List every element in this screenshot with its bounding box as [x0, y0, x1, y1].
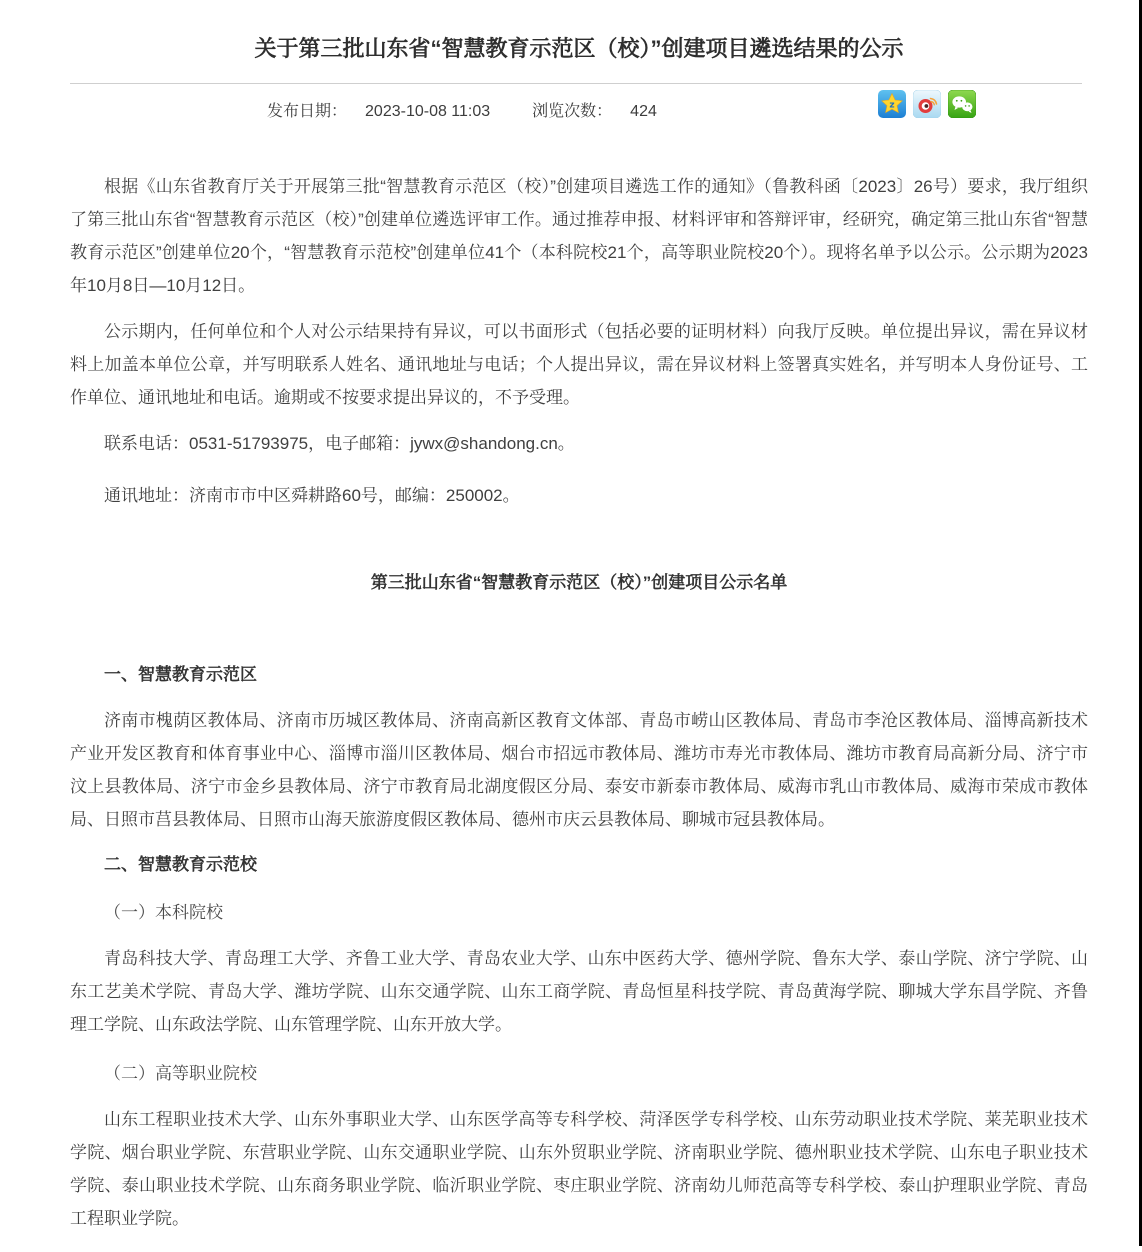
list-heading: 第三批山东省“智慧教育示范区（校）”创建项目公示名单	[370, 573, 788, 592]
undergraduate-list: 青岛科技大学、青岛理工大学、齐鲁工业大学、青岛农业大学、山东中医药大学、德州学院、鲁东大学、泰山学院、济宁学院、山东工艺美术学院、青岛大学、潍坊学院、山东交通学院、山东工商学院、青岛恒星科技学院、青岛黄海学院、聊城大学东昌学院、齐鲁理工学院、山东政法学院、山东管理学院、山东开放大学。	[70, 949, 1088, 1034]
share-bar	[878, 90, 976, 118]
views-label: 浏览次数：	[532, 103, 613, 120]
paragraph-basis: 根据《山东省教育厅关于开展第三批“智慧教育示范区（校）”创建项目遴选工作的通知》（鲁教科函〔2023〕26号）要求，我厅组织了第三批山东省“智慧教育示范区（校）”创建单位遴选评审工作。通过推荐申报、材料评审和答辩评审，经研究，确定第三批山东省“智慧教育示范区”创建单位20个，“智慧教育示范校”创建单位41个（本科院校21个，高等职业院校20个）。现将名单予以公示。公示期为2023年10月8日—10月12日。	[70, 177, 1088, 295]
article-body	[70, 170, 1088, 1235]
svg-text:z: z	[889, 100, 895, 111]
page-title: 关于第三批山东省“智慧教育示范区（校）”创建项目遴选结果的公示	[254, 36, 904, 61]
qzone-icon	[878, 90, 906, 118]
publish-meta	[267, 98, 657, 121]
address-line: 通讯地址：济南市市中区舜耕路60号，邮编：250002。	[104, 486, 520, 505]
wechat-icon	[948, 90, 976, 118]
subsection-title-undergraduate: （一）本科院校	[104, 903, 223, 922]
section-title-zones: 一、智慧教育示范区	[104, 665, 257, 684]
paragraph-objection: 公示期内，任何单位和个人对公示结果持有异议，可以书面形式（包括必要的证明材料）向我厅反映。单位提出异议，需在异议材料上加盖本单位公章，并写明联系人姓名、通讯地址与电话；个人提出异议，需在异议材料上签署真实姓名，并写明本人身份证号、工作单位、通讯地址和电话。逾期或不按要求提出异议的，不予受理。	[70, 322, 1088, 407]
share-qzone-button[interactable]	[878, 90, 906, 118]
share-weibo-button[interactable]	[913, 90, 941, 118]
contact-line: 联系电话：0531-51793975，电子邮箱：jywx@shandong.cn。	[104, 434, 575, 453]
title-divider	[70, 83, 1082, 84]
subsection-title-vocational: （二）高等职业院校	[104, 1064, 257, 1083]
section-title-schools: 二、智慧教育示范校	[104, 855, 257, 874]
views-count: 424	[630, 103, 657, 120]
publish-date-value: 2023-10-08 11:03	[365, 103, 491, 120]
share-wechat-button[interactable]	[948, 90, 976, 118]
publish-date-label: 发布日期：	[267, 103, 348, 120]
zone-list: 济南市槐荫区教体局、济南市历城区教体局、济南高新区教育文体部、青岛市崂山区教体局、青岛市李沧区教体局、淄博高新技术产业开发区教育和体育事业中心、淄博市淄川区教体局、烟台市招远市教体局、潍坊市寿光市教体局、潍坊市教育局高新分局、济宁市汶上县教体局、济宁市金乡县教体局、济宁市教育局北湖度假区分局、泰安市新泰市教体局、威海市乳山市教体局、威海市荣成市教体局、日照市莒县教体局、日照市山海天旅游度假区教体局、德州市庆云县教体局、聊城市冠县教体局。	[70, 711, 1088, 829]
vocational-list: 山东工程职业技术大学、山东外事职业大学、山东医学高等专科学校、菏泽医学专科学校、山东劳动职业技术学院、莱芜职业技术学院、烟台职业学院、东营职业学院、山东交通职业学院、山东外贸职业学院、济南职业学院、德州职业技术学院、山东电子职业技术学院、泰山职业技术学院、山东商务职业学院、临沂职业学院、枣庄职业学院、济南幼儿师范高等专科学校、泰山护理职业学院、青岛工程职业学院。	[70, 1110, 1088, 1228]
meta-row	[70, 88, 1088, 130]
weibo-icon	[913, 90, 941, 118]
